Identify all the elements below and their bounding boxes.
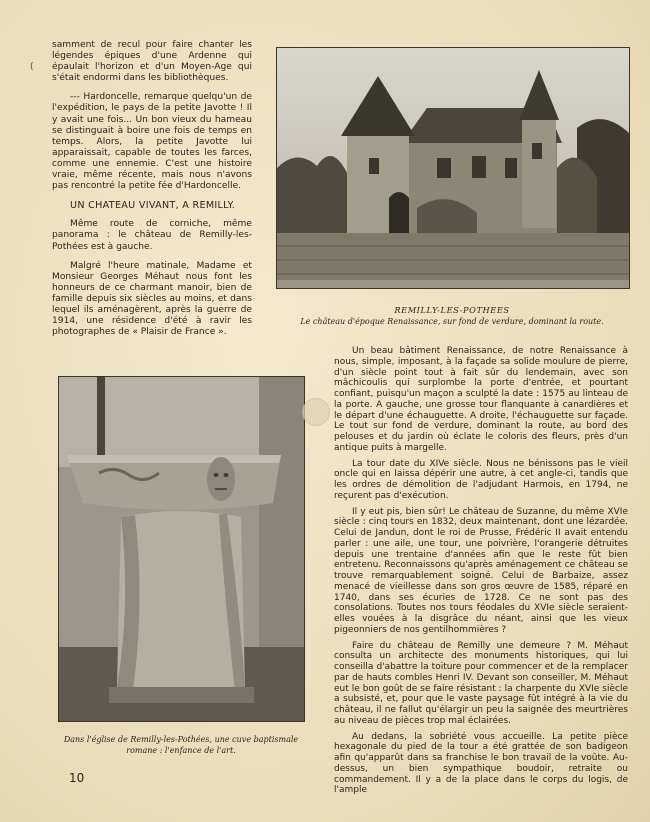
- right-paragraph-5: Au dedans, la sobriété vous accueille. La petite pièce hexagonale du pied de la tour a été grattée de son badigeon afin qu'apparût dans sa franchise le bon travail de la voûte. Au-dessus, un bien sympathique boudoir, retraite ou commandement. Il y a de la place dans le corps du logis, de l'ample: [334, 731, 628, 796]
- baptismal-font-photo: [58, 376, 305, 722]
- baptismal-caption-line-2: romane : l'enfance de l'art.: [126, 745, 236, 755]
- section-heading: UN CHATEAU VIVANT, A REMILLY.: [70, 200, 236, 212]
- left-paragraph-2: --- Hardoncelle, remarque quelqu'un de l'expédition, le pays de la petite Javotte ! Il y avait une fois... Un bon vieux du hameau se distinguait à boire une fois de temps en temps. Alors, la petite Javotte lui apparaissait, capable de toutes les farces, comme une ennemie. C'est une histoire vraie, même récente, mais nous n'avons pas rencontré la petite fée d'Hardoncelle.: [52, 92, 252, 192]
- right-paragraph-4: Faire du château de Remilly une demeure ? M. Méhaut consulta un architecte des monuments historiques, qui lui conseilla d'abattre la toiture pour commencer et de la remplacer par de hauts combles Henri IV. Devant son conseiller, M. Méhaut eut le bon goût de se faire résistant : la charpente du XVIe siècle a subsisté, et, pour que le vaste paysage fût intégré à la vie du château, il ne fallut qu'élargir un peu la saignée des meurtrières au niveau de pièces trop mal éclairées.: [334, 640, 628, 726]
- baptismal-font-image: [59, 377, 304, 721]
- chateau-image: [277, 48, 629, 288]
- chateau-photo: [276, 47, 630, 289]
- right-paragraph-3: Il y eut pis, bien sûr! Le château de Suzanne, du même XVIe siècle : cinq tours en 1832, deux maintenant, dont une lézardée. Celui de Jandun, dont le roi de Prusse, Frédéric II avait entendu parler : une aile, une tour, une poivrière, l'orangerie détruites depuis une trentaine d'années afin que le reste fût bien entretenu. Reconnaissons qu'après aménagement ce château se trouve remarquablement soigné. Celui de Barbaize, assez menacé de vieillesse dans son gros œuvre de 1585, réparé en 1740, dans ses écuries de 1728. Ce ne sont pas des consolations. Toutes nos tours féodales du XVIe siècle seraient-elles vouées à la disgrâce du néant, ainsi que les vieux pigeonniers de nos gentilhommières ?: [334, 506, 628, 635]
- baptismal-font-caption: [50, 735, 312, 756]
- left-paragraph-3: Même route de corniche, même panorama : le château de Remilly-les-Pothées est à gauche.: [52, 219, 252, 252]
- baptismal-caption-line-1: Dans l'église de Remilly-les-Pothées, une cuve baptismale: [63, 735, 299, 744]
- right-paragraph-2: La tour date du XIVe siècle. Nous ne bénissons pas le vieil oncle qui en laissa dépérir une autre, à cet angle-ci, tandis que les ordres de démolition de l'adjudant Harmois, en 1794, ne reçurent pas d'exécution.: [334, 458, 628, 501]
- left-paragraph-4: Malgré l'heure matinale, Madame et Monsieur Georges Méhaut nous font les honneurs de ce charmant manoir, bien de famille depuis six siècles au moins, et dans lequel ils aménagèrent, après la guerre de 1914, une résidence d'été à ravir les photographes de « Plaisir de France ».: [52, 260, 252, 338]
- chateau-caption-title: REMILLY-LES-POTHEES: [394, 305, 510, 315]
- right-column: [334, 346, 628, 801]
- left-column: [52, 40, 252, 346]
- chateau-caption-text: Le château d'époque Renaissance, sur fond de verdure, dominant la route.: [300, 316, 604, 326]
- right-paragraph-1: Un beau bâtiment Renaissance, de notre Renaissance à nous, simple, imposant, à la façade sa solide moulure de pierre, d'un siècle point tout à fait sûr du lendemain, avec son mâchicoulis qui surplombe la porte d'entrée, et pourtant confiant, puisqu'un maçon a sculpté la date : 1575 au linteau de la porte. A gauche, une grosse tour flanquante à canardières et le départ d'une échauguette. A droite, l'échauguette sur façade. Le tout sur fond de verdure, dominant la route, au bord des pelouses et du jardin où éclate le coloris des fleurs, près d'un antique puits à margelle.: [334, 346, 628, 453]
- left-paragraph-1: samment de recul pour faire chanter les légendes épiques d'une Ardenne qui épaulait l'horizon et d'un Moyen-Age qui s'était endormi dans les bibliothèques.: [52, 40, 252, 84]
- margin-mark: (: [30, 62, 34, 72]
- library-stamp-mark: [302, 398, 330, 426]
- page-number: 10: [69, 771, 85, 785]
- chateau-caption: [276, 305, 628, 327]
